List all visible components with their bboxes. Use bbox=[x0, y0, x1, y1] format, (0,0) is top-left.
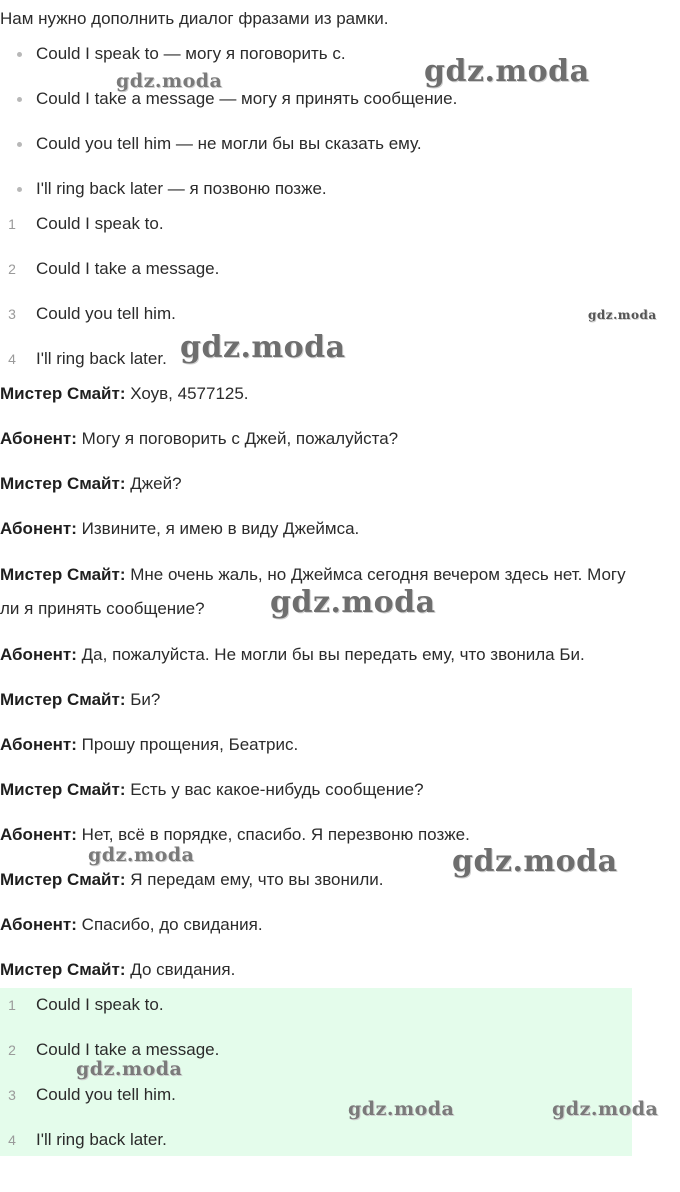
line-text: До свидания. bbox=[130, 960, 236, 979]
line-text: Би? bbox=[130, 690, 161, 709]
speaker-name: Абонент bbox=[0, 429, 72, 448]
dialogue-line bbox=[0, 383, 249, 405]
watermark: gdz.moda bbox=[180, 330, 346, 365]
watermark: gdz.moda bbox=[116, 70, 223, 92]
line-text: Есть у вас какое-нибудь сообщение? bbox=[130, 780, 424, 799]
bullet-text: Could I take a message — могу я принять сообщение. bbox=[36, 89, 458, 108]
dialogue-line bbox=[0, 824, 470, 846]
line-text: Джей? bbox=[130, 474, 182, 493]
speaker-name: Абонент bbox=[0, 825, 72, 844]
colon: : bbox=[119, 690, 126, 709]
line-text: Да, пожалуйста. Не могли бы вы передать ему, что звонила Би. bbox=[81, 645, 585, 664]
dialogue-line bbox=[0, 959, 235, 981]
watermark: gdz.moda bbox=[452, 844, 618, 879]
line-text: Прошу прощения, Беатрис. bbox=[81, 735, 299, 754]
speaker-name: Мистер Смайт bbox=[0, 690, 120, 709]
colon: : bbox=[71, 519, 77, 538]
bullet-text: Could you tell him — не могли бы вы сказать ему. bbox=[36, 134, 422, 153]
line-text: Я передам ему, что вы звонили. bbox=[130, 870, 384, 889]
dialogue-line-continuation: ли я принять сообщение? bbox=[0, 599, 205, 618]
bullet-icon bbox=[17, 142, 22, 147]
speaker-name: Абонент bbox=[0, 915, 72, 934]
dialogue-line bbox=[0, 518, 359, 540]
bullet-text: Could I speak to — могу я поговорить с. bbox=[36, 44, 346, 63]
line-text: Хоув, 4577125. bbox=[130, 384, 249, 403]
colon: : bbox=[71, 429, 77, 448]
item-text: Could I speak to. bbox=[36, 214, 164, 233]
bullet-icon bbox=[17, 97, 22, 102]
line-text: Спасибо, до свидания. bbox=[81, 915, 263, 934]
item-number: 2 bbox=[8, 261, 16, 277]
item-number: 4 bbox=[8, 1132, 16, 1148]
dialogue-line bbox=[0, 779, 424, 801]
colon: : bbox=[119, 780, 126, 799]
speaker-name: Мистер Смайт bbox=[0, 565, 120, 584]
item-number: 3 bbox=[8, 1087, 16, 1103]
item-text: Could I speak to. bbox=[36, 995, 164, 1014]
item-text: Could you tell him. bbox=[36, 304, 176, 323]
speaker-name: Мистер Смайт bbox=[0, 960, 120, 979]
colon: : bbox=[119, 565, 126, 584]
item-number: 1 bbox=[8, 997, 16, 1013]
colon: : bbox=[119, 960, 126, 979]
bullet-icon bbox=[17, 52, 22, 57]
speaker-name: Абонент bbox=[0, 519, 72, 538]
colon: : bbox=[71, 645, 77, 664]
item-number: 2 bbox=[8, 1042, 16, 1058]
dialogue-line bbox=[0, 869, 384, 891]
item-number: 1 bbox=[8, 216, 16, 232]
item-text: Could I take a message. bbox=[36, 259, 220, 278]
colon: : bbox=[71, 825, 77, 844]
item-text: I'll ring back later. bbox=[36, 349, 167, 368]
line-text: Нет, всё в порядке, спасибо. Я перезвоню позже. bbox=[81, 825, 470, 844]
speaker-name: Абонент bbox=[0, 735, 72, 754]
watermark: gdz.moda bbox=[424, 54, 590, 89]
colon: : bbox=[71, 915, 77, 934]
dialogue-line bbox=[0, 473, 182, 495]
colon: : bbox=[119, 384, 126, 403]
line-text: Извините, я имею в виду Джеймса. bbox=[81, 519, 360, 538]
colon: : bbox=[71, 735, 77, 754]
item-text: Could I take a message. bbox=[36, 1040, 220, 1059]
item-number: 3 bbox=[8, 306, 16, 322]
speaker-name: Абонент bbox=[0, 645, 72, 664]
bullet-text: I'll ring back later — я позвоню позже. bbox=[36, 179, 327, 198]
watermark: gdz.moda bbox=[348, 1098, 455, 1120]
speaker-name: Мистер Смайт bbox=[0, 474, 120, 493]
watermark: gdz.moda bbox=[588, 308, 657, 322]
dialogue-line bbox=[0, 689, 160, 711]
watermark: gdz.moda bbox=[76, 1058, 183, 1080]
intro-text: Нам нужно дополнить диалог фразами из рамки. bbox=[0, 9, 389, 28]
dialogue-line bbox=[0, 734, 298, 756]
dialogue-line bbox=[0, 428, 398, 450]
speaker-name: Мистер Смайт bbox=[0, 384, 120, 403]
bullet-icon bbox=[17, 187, 22, 192]
watermark: gdz.moda bbox=[552, 1098, 659, 1120]
speaker-name: Мистер Смайт bbox=[0, 870, 120, 889]
watermark: gdz.moda bbox=[270, 585, 436, 620]
line-text: Мне очень жаль, но Джеймса сегодня вечером здесь нет. Могу bbox=[130, 565, 626, 584]
colon: : bbox=[119, 870, 126, 889]
colon: : bbox=[119, 474, 126, 493]
speaker-name: Мистер Смайт bbox=[0, 780, 120, 799]
dialogue-line bbox=[0, 564, 626, 586]
dialogue-line bbox=[0, 914, 263, 936]
watermark: gdz.moda bbox=[88, 844, 195, 866]
item-text: I'll ring back later. bbox=[36, 1130, 167, 1149]
item-text: Could you tell him. bbox=[36, 1085, 176, 1104]
item-number: 4 bbox=[8, 351, 16, 367]
dialogue-line bbox=[0, 644, 585, 666]
line-text: Могу я поговорить с Джей, пожалуйста? bbox=[81, 429, 399, 448]
